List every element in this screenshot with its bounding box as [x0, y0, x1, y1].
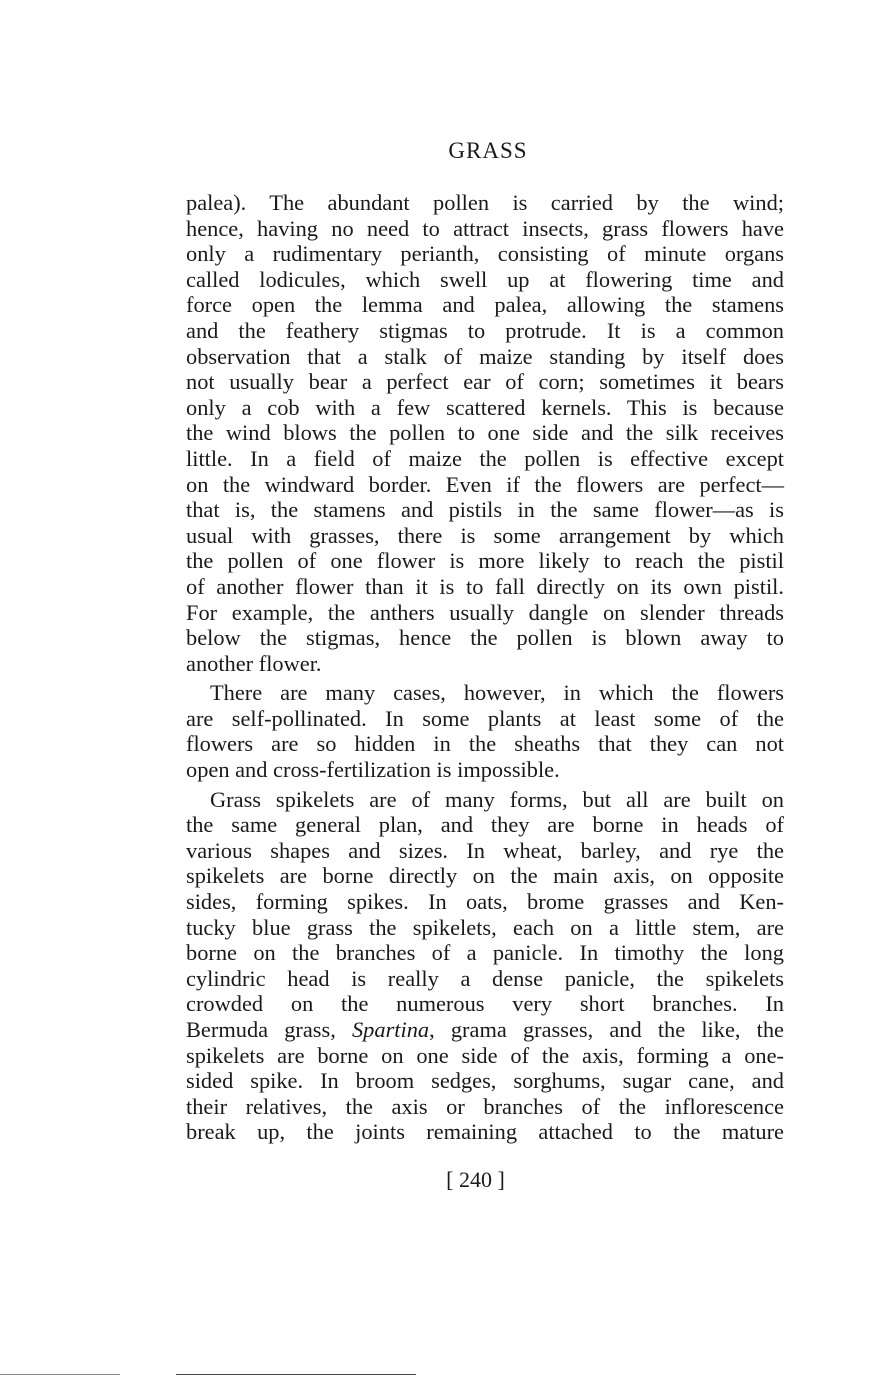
text-line: break up, the joints remaining attached to the mature	[186, 1119, 784, 1145]
text-line: of another flower than it is to fall directly on its own pistil.	[186, 573, 784, 599]
page-number: [ 240 ]	[446, 1167, 505, 1192]
text-line: spikelets are borne directly on the main axis, on opposite	[186, 863, 784, 889]
italic-term: Spartina	[351, 1017, 430, 1042]
text-line: For example, the anthers usually dangle on slender threads	[186, 599, 784, 625]
text-line: observation that a stalk of maize standing by itself does	[186, 343, 784, 369]
paragraph-3	[186, 787, 784, 1145]
text-line: There are many cases, however, in which the flowers	[210, 680, 784, 706]
text-line: on the windward border. Even if the flowers are perfect—	[186, 471, 784, 497]
text-line: various shapes and sizes. In wheat, barley, and rye the	[186, 837, 784, 863]
text-line: not usually bear a perfect ear of corn; sometimes it bears	[186, 369, 784, 395]
text-line: Bermuda grass, Spartina, grama grasses, and the like, the	[186, 1017, 784, 1042]
text-line: only a rudimentary perianth, consisting of minute organs	[186, 241, 784, 267]
text-line: called lodicules, which swell up at flowering time and	[186, 266, 784, 292]
text-line: spikelets are borne on one side of the axis, forming a one-	[186, 1042, 784, 1068]
text-line: sides, forming spikes. In oats, brome grasses and Ken-	[186, 889, 784, 915]
paragraph-1	[186, 190, 784, 676]
text-line: are self-pollinated. In some plants at least some of the	[186, 705, 784, 731]
text-line: little. In a field of maize the pollen is effective except	[186, 445, 784, 471]
text-line: force open the lemma and palea, allowing the stamens	[186, 292, 784, 318]
text-line: the pollen of one flower is more likely to reach the pistil	[186, 548, 784, 574]
text-line: open and cross-fertilization is impossible.	[186, 757, 560, 783]
text-line: tucky blue grass the spikelets, each on a little stem, are	[186, 914, 784, 940]
text-line: below the stigmas, hence the pollen is blown away to	[186, 625, 784, 651]
text-line: another flower.	[186, 650, 322, 676]
paragraph-2	[186, 680, 784, 782]
text-line: sided spike. In broom sedges, sorghums, sugar cane, and	[186, 1068, 784, 1094]
bottom-rule	[176, 1374, 416, 1375]
text-line: that is, the stamens and pistils in the same flower—as is	[186, 497, 784, 523]
text-line: their relatives, the axis or branches of the inflorescence	[186, 1093, 784, 1119]
text-line: only a cob with a few scattered kernels. This is because	[186, 394, 784, 420]
scan-edge-line	[0, 1374, 120, 1375]
text-line: cylindric head is really a dense panicle, the spikelets	[186, 965, 784, 991]
text-line: palea). The abundant pollen is carried by the wind;	[186, 190, 784, 215]
text-line: the same general plan, and they are borne in heads of	[186, 812, 784, 838]
text-line: crowded on the numerous very short branches. In	[186, 991, 784, 1017]
text-line: borne on the branches of a panicle. In timothy the long	[186, 940, 784, 966]
text-line: Grass spikelets are of many forms, but all are built on	[210, 786, 784, 812]
text-line: hence, having no need to attract insects, grass flowers have	[186, 215, 784, 241]
body-text	[186, 190, 784, 1145]
text-line: flowers are so hidden in the sheaths that they can not	[186, 731, 784, 757]
text-line: and the feathery stigmas to protrude. It is a common	[186, 317, 784, 343]
text-line: the wind blows the pollen to one side and the silk receives	[186, 420, 784, 446]
text-line: usual with grasses, there is some arrangement by which	[186, 522, 784, 548]
running-head: GRASS	[448, 138, 528, 163]
